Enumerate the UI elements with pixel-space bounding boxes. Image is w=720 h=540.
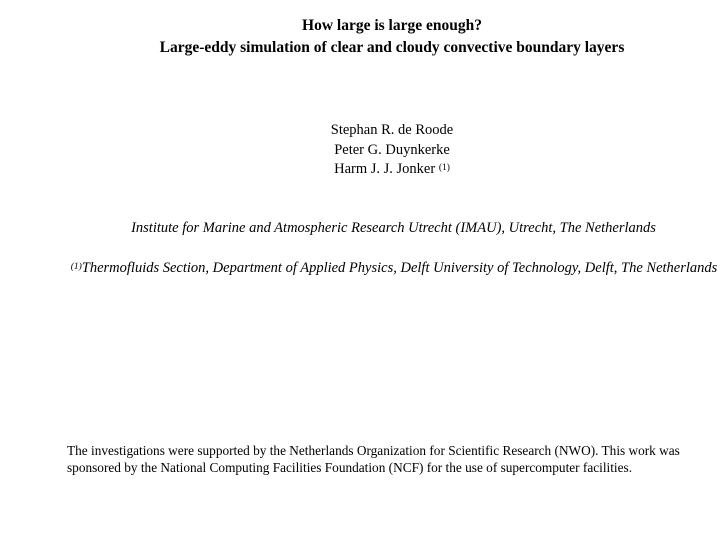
author-entry [0,121,720,141]
author-name: Harm J. J. Jonker [334,161,436,177]
affiliation-mark: (1) [70,262,82,272]
author-entry [0,141,720,161]
paper-title-line-2: Large-eddy simulation of clear and cloudy convective boundary layers [159,39,625,56]
affiliation-mark: (1) [438,163,450,173]
secondary-affiliation [70,259,718,278]
primary-affiliation: Institute for Marine and Atmospheric Research Utrecht (IMAU), Utrecht, The Netherlands [131,220,656,236]
secondary-affiliation-text: Thermofluids Section, Department of Applied Physics, Delft University of Technology, Delft, The Netherlands [81,260,718,276]
author-list [0,121,720,180]
author-name: Peter G. Duynkerke [334,141,450,158]
paper-title-line-1: How large is large enough? [302,17,482,34]
author-name: Stephan R. de Roode [330,122,454,138]
acknowledgement-text: The investigations were supported by the Netherlands Organization for Scientific Research (NWO). This work was sponsored by the National Computing Facilities Foundation (NCF) for the use of supercomputer facilities. [67,443,680,475]
author-entry [0,160,720,180]
